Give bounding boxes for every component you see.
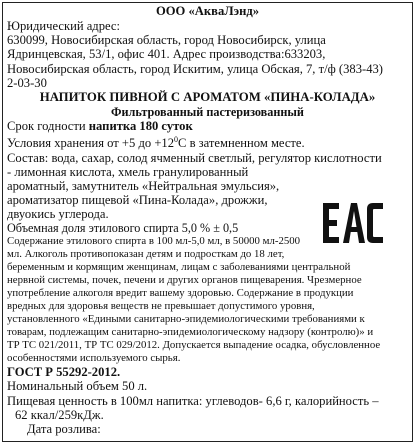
shelf-life	[7, 119, 408, 133]
warning-line: мл. Алкоголь противопоказан детям и подросткам до 18 лет,	[7, 248, 285, 261]
address-line: 630099, Новосибирская область, город Новосибирск, улица	[7, 33, 326, 48]
warning-line: беременным и кормящим женщинам, лицам с заболеваниями центральной	[7, 261, 351, 274]
warning-line: употребление алкоголя вредит вашему здоровью. Содержание в продукции	[7, 287, 354, 300]
nutrition-line: Пищевая ценность в 100мл напитка: углеводов- 6,6 г, калорийность –	[7, 393, 379, 408]
address-line: Новосибирская область, город Искитим, улица Обская, 7, т/ф (383-43)	[7, 61, 383, 76]
warning-line: ТР ТС 021/2011, ТР ТС 029/2012. Допускается выпадение осадка, обусловленное	[7, 339, 381, 352]
eac-certification-mark	[321, 199, 385, 247]
warning-line: товарам, подлежащим санитарно-эпидемиологическому надзору (контролю)» и	[7, 326, 374, 339]
shelf-life-value: напитка 180 суток	[88, 119, 193, 134]
nutrition-line: 62 ккал/259кДж.	[15, 407, 104, 422]
company-name: ООО «АкваЛэнд»	[155, 4, 260, 18]
product-name: НАПИТОК ПИВНОЙ С АРОМАТОМ «ПИНА-КОЛАДА»	[39, 90, 376, 105]
composition-line: Состав: вода, сахар, солод ячменный светлый, регулятор кислотности	[7, 150, 382, 165]
legal-address-label: Юридический адрес:	[7, 19, 120, 33]
warning-line: особенностями используемого сырья.	[7, 352, 181, 365]
storage-prefix: Условия хранения от +5 до +12	[7, 136, 175, 151]
product-label	[2, 2, 413, 442]
warning-line: установленного «Едиными санитарно-эпидемиологическими требованиями к	[7, 313, 365, 326]
warning-line: нервной системы, почек, печени и других органов пищеварения. Чрезмерное	[7, 274, 362, 287]
degree-mark: 0	[174, 135, 179, 145]
composition-line: - лимонная кислота, хмель гранулированный	[7, 164, 249, 179]
bottling-date-label: Дата розлива:	[27, 422, 101, 437]
warning-line: вредных для здоровья веществ не превышает допустимого уровня,	[7, 300, 315, 313]
composition-line: двуокись углерода.	[7, 207, 109, 222]
address-line: Ядринцевская, 53/1, офис 401. Адрес производства:633203,	[7, 47, 326, 62]
shelf-life-prefix: Срок годности	[7, 119, 89, 134]
storage-suffix: С в затемненном месте.	[178, 136, 305, 151]
storage-conditions	[7, 133, 408, 150]
gost-standard: ГОСТ Р 55292-2012.	[7, 365, 121, 380]
address-line: 2-03-30	[7, 75, 47, 90]
nominal-volume: Номинальный объем 50 л.	[7, 379, 148, 394]
alcohol-volume: Объемная доля этилового спирта 5,0 % ± 0,5	[7, 220, 239, 235]
product-subtitle: Фильтрованный пастеризованный	[111, 105, 304, 120]
warning-line: Содержание этилового спирта в 100 мл-5,0 мл, в 50000 мл-2500	[7, 235, 301, 248]
composition-line: ароматный, замутнитель «Нейтральная эмульсия»,	[7, 179, 280, 194]
composition-line: ароматизатор пищевой «Пина-Колада», дрожжи,	[7, 193, 268, 208]
